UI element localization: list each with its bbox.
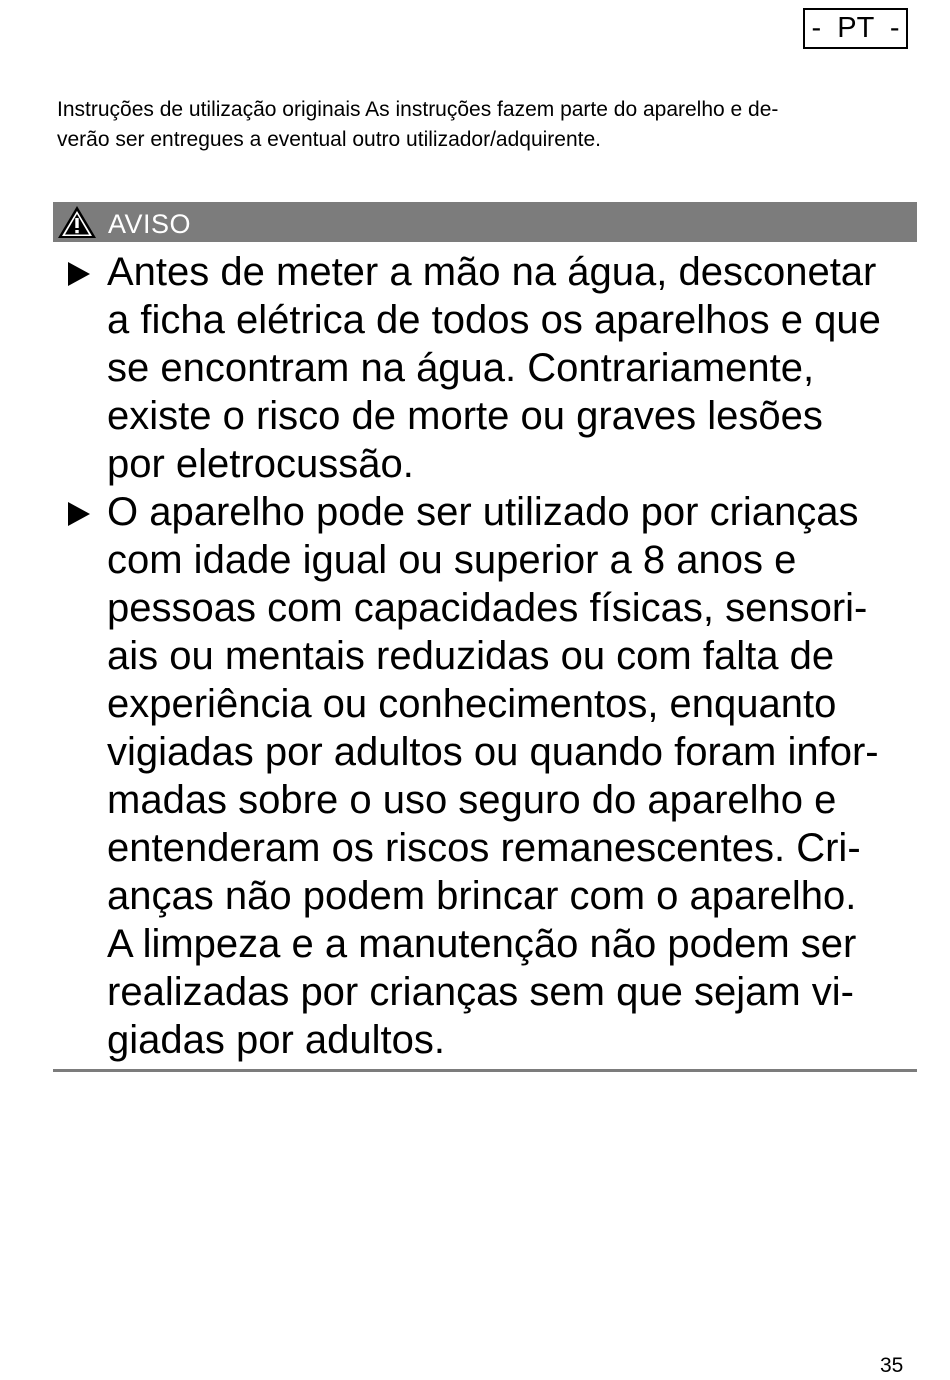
bullet-arrow-icon — [68, 502, 90, 526]
warning-header — [53, 202, 917, 242]
intro-paragraph: Instruções de utilização originais As instruções fazem parte do aparelho e de- verão ser entregues a eventual outro utilizador/adquirente. — [57, 98, 779, 151]
warning-triangle-icon — [57, 205, 97, 239]
warning-list — [57, 248, 927, 1064]
bullet-arrow-icon — [68, 262, 90, 286]
language-badge: - PT - — [803, 8, 908, 49]
list-item — [57, 248, 927, 488]
warning-item-text: O aparelho pode ser utilizado por crianças com idade igual ou superior a 8 anos e pessoas com capacidades físicas, sensori- ais ou mentais reduzidas ou com falta de experiência ou conhecimentos, enquanto vigiadas por adultos ou quando foram infor- madas sobre o uso seguro do aparelho e entenderam os riscos remanescentes. Cri- anças não podem brincar com o aparelho. A limpeza e a manutenção não podem ser realizadas por crianças sem que sejam vi- giadas por adultos. — [107, 490, 879, 1062]
warning-item-text: Antes de meter a mão na água, desconetar a ficha elétrica de todos os aparelhos e que se encontram na água. Contrariamente, existe o risco de morte ou graves lesões por eletrocussão. — [107, 250, 881, 486]
page-number: 35 — [880, 1354, 904, 1377]
warning-label: AVISO — [108, 209, 192, 239]
section-divider — [53, 1069, 917, 1072]
list-item — [57, 488, 927, 1064]
